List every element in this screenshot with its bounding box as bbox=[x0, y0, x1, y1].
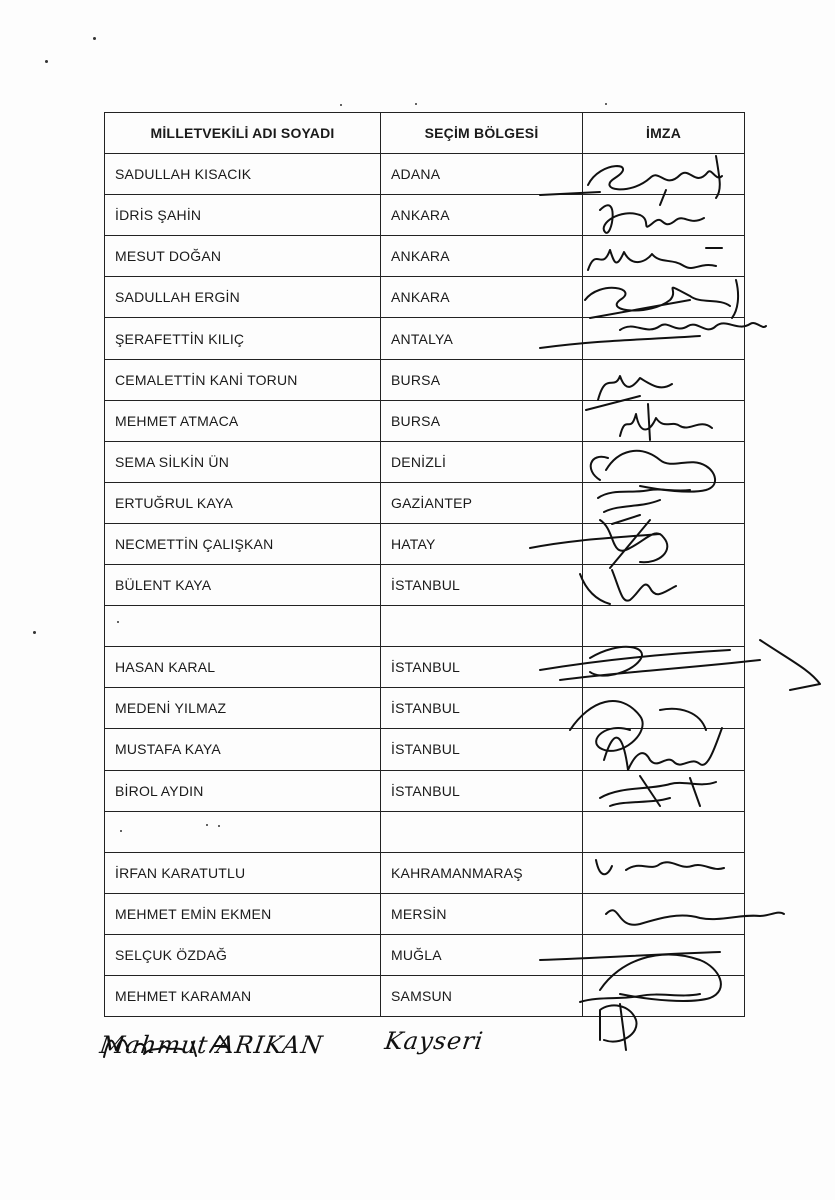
signature-cell bbox=[583, 811, 745, 852]
table-row bbox=[105, 770, 745, 811]
table-row bbox=[105, 934, 745, 975]
signature-cell bbox=[583, 688, 745, 729]
scan-speck bbox=[33, 631, 36, 634]
signature-cell bbox=[583, 852, 745, 893]
table-row bbox=[105, 893, 745, 934]
table-row bbox=[105, 647, 745, 688]
election-region bbox=[381, 606, 583, 647]
deputy-name: ŞERAFETTİN KILIÇ bbox=[105, 318, 381, 359]
deputy-name: MEHMET KARAMAN bbox=[105, 975, 381, 1016]
signature-cell bbox=[583, 729, 745, 770]
signature-cell bbox=[583, 893, 745, 934]
election-region: İSTANBUL bbox=[381, 688, 583, 729]
signature-cell bbox=[583, 606, 745, 647]
election-region: DENİZLİ bbox=[381, 441, 583, 482]
election-region: ANKARA bbox=[381, 236, 583, 277]
signature-cell bbox=[583, 482, 745, 523]
election-region: ANTALYA bbox=[381, 318, 583, 359]
election-region: MERSİN bbox=[381, 893, 583, 934]
signature-cell bbox=[583, 647, 745, 688]
deputy-name bbox=[105, 606, 381, 647]
deputy-name: MESUT DOĞAN bbox=[105, 236, 381, 277]
signature-cell bbox=[583, 441, 745, 482]
table-row bbox=[105, 482, 745, 523]
election-region: GAZİANTEP bbox=[381, 482, 583, 523]
deputy-name: MEDENİ YILMAZ bbox=[105, 688, 381, 729]
table-row bbox=[105, 318, 745, 359]
table-row bbox=[105, 975, 745, 1016]
handwritten-region: Kayseri bbox=[383, 1027, 486, 1055]
scan-speck bbox=[93, 37, 96, 40]
election-region bbox=[381, 811, 583, 852]
signature-cell bbox=[583, 277, 745, 318]
election-region: HATAY bbox=[381, 523, 583, 564]
header-name: MİLLETVEKİLİ ADI SOYADI bbox=[105, 113, 381, 154]
table-row bbox=[105, 236, 745, 277]
deputy-name: MUSTAFA KAYA bbox=[105, 729, 381, 770]
table-body bbox=[105, 154, 745, 1017]
header-signature: İMZA bbox=[583, 113, 745, 154]
table-row bbox=[105, 688, 745, 729]
deputy-name: İDRİS ŞAHİN bbox=[105, 195, 381, 236]
scan-speck bbox=[605, 103, 607, 105]
election-region: İSTANBUL bbox=[381, 729, 583, 770]
election-region: BURSA bbox=[381, 400, 583, 441]
deputy-name: NECMETTİN ÇALIŞKAN bbox=[105, 523, 381, 564]
deputy-name: CEMALETTİN KANİ TORUN bbox=[105, 359, 381, 400]
deputy-name: SEMA SİLKİN ÜN bbox=[105, 441, 381, 482]
table-row bbox=[105, 852, 745, 893]
deputy-name: MEHMET EMİN EKMEN bbox=[105, 893, 381, 934]
election-region: ANKARA bbox=[381, 195, 583, 236]
table-row bbox=[105, 729, 745, 770]
table-row bbox=[105, 277, 745, 318]
header-region: SEÇİM BÖLGESİ bbox=[381, 113, 583, 154]
election-region: ANKARA bbox=[381, 277, 583, 318]
table-row bbox=[105, 523, 745, 564]
election-region: SAMSUN bbox=[381, 975, 583, 1016]
signature-cell bbox=[583, 934, 745, 975]
signature-cell bbox=[583, 523, 745, 564]
signature-cell bbox=[583, 236, 745, 277]
deputy-name: ERTUĞRUL KAYA bbox=[105, 482, 381, 523]
deputy-name bbox=[105, 811, 381, 852]
deputy-name: BÜLENT KAYA bbox=[105, 565, 381, 606]
signature-table bbox=[104, 112, 745, 1017]
election-region: İSTANBUL bbox=[381, 565, 583, 606]
signature-cell bbox=[583, 318, 745, 359]
deputy-name: SADULLAH ERGİN bbox=[105, 277, 381, 318]
election-region: KAHRAMANMARAŞ bbox=[381, 852, 583, 893]
table-row bbox=[105, 441, 745, 482]
deputy-name: İRFAN KARATUTLU bbox=[105, 852, 381, 893]
scan-speck bbox=[45, 60, 48, 63]
election-region: İSTANBUL bbox=[381, 647, 583, 688]
deputy-name: MEHMET ATMACA bbox=[105, 400, 381, 441]
election-region: ADANA bbox=[381, 154, 583, 195]
signature-cell bbox=[583, 154, 745, 195]
table-row bbox=[105, 359, 745, 400]
scan-speck bbox=[415, 103, 417, 105]
signature-cell bbox=[583, 565, 745, 606]
election-region: MUĞLA bbox=[381, 934, 583, 975]
signature-cell bbox=[583, 195, 745, 236]
table-row bbox=[105, 154, 745, 195]
deputy-name: BİROL AYDIN bbox=[105, 770, 381, 811]
signature-cell bbox=[583, 400, 745, 441]
election-region: BURSA bbox=[381, 359, 583, 400]
deputy-name: SELÇUK ÖZDAĞ bbox=[105, 934, 381, 975]
signature-cell bbox=[583, 359, 745, 400]
signature-cell bbox=[583, 770, 745, 811]
table-row bbox=[105, 400, 745, 441]
deputy-name: SADULLAH KISACIK bbox=[105, 154, 381, 195]
scan-speck bbox=[340, 104, 342, 106]
table-row bbox=[105, 195, 745, 236]
table-row bbox=[105, 606, 745, 647]
deputy-name: HASAN KARAL bbox=[105, 647, 381, 688]
table-row bbox=[105, 811, 745, 852]
signature-cell bbox=[583, 975, 745, 1016]
table-header-row bbox=[105, 113, 745, 154]
election-region: İSTANBUL bbox=[381, 770, 583, 811]
handwritten-name: Mahmut ARIKAN bbox=[98, 1031, 325, 1059]
table-row bbox=[105, 565, 745, 606]
